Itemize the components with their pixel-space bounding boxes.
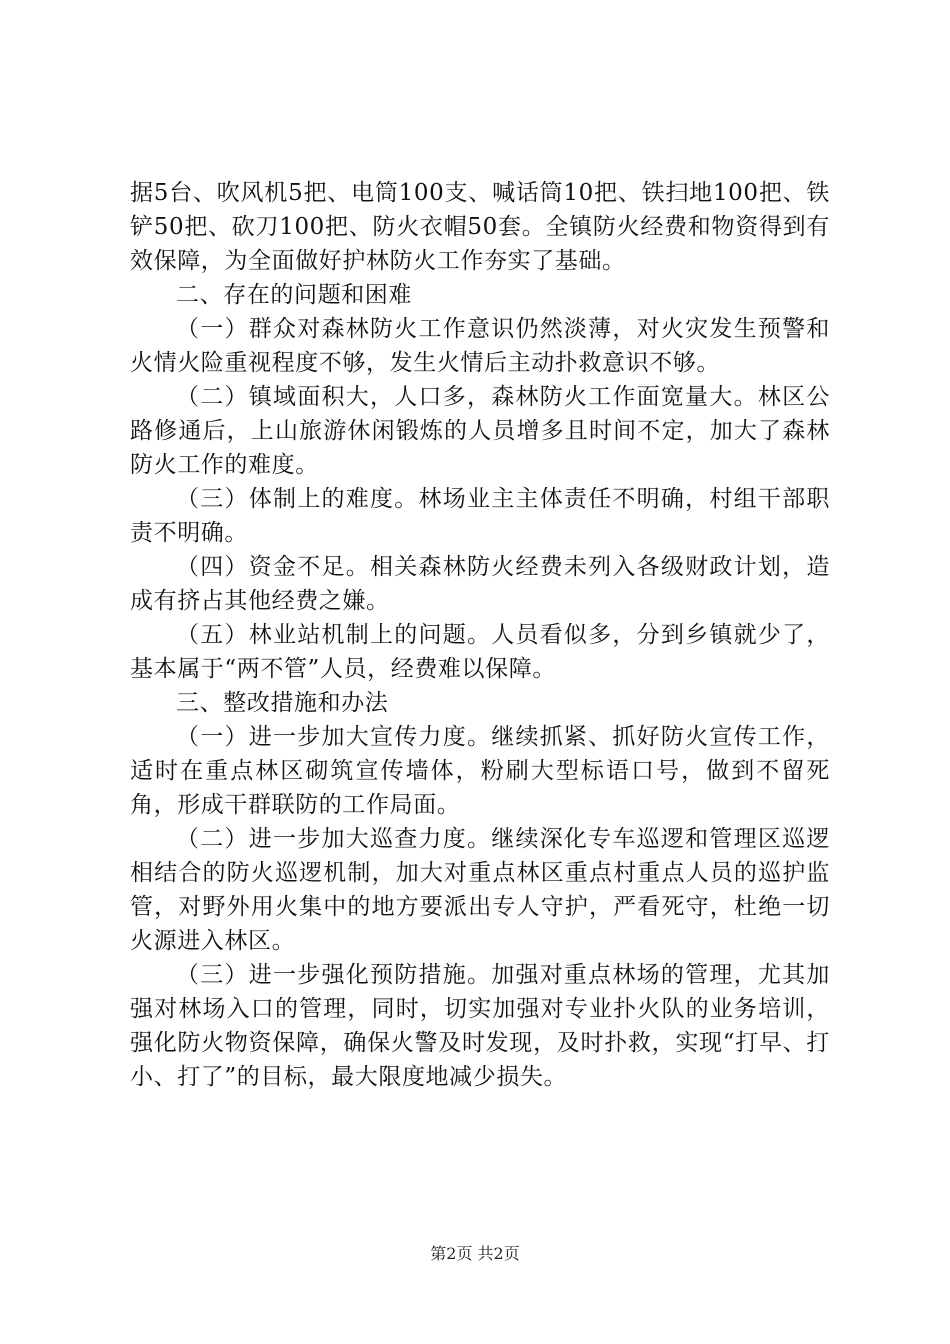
paragraph-problem-3: （三）体制上的难度。林场业主主体责任不明确，村组干部职责不明确。	[130, 486, 830, 546]
paragraph-measure-3: （三）进一步强化预防措施。加强对重点林场的管理，尤其加强对林场入口的管理，同时，切实加强对专业扑火队的业务培训，强化防火物资保障，确保火警及时发现，及时扑救，实现“打早、打小、打了”的目标，最大限度地减少损失。	[130, 962, 830, 1090]
section-heading-problems: 二、存在的问题和困难	[176, 282, 412, 308]
paragraph-measure-2: （二）进一步加大巡查力度。继续深化专车巡逻和管理区巡逻相结合的防火巡逻机制，加大对重点林区重点村重点人员的巡护监管，对野外用火集中的地方要派出专人守护，严看死守，杜绝一切火源进入林区。	[130, 826, 830, 954]
paragraph-problem-1: （一）群众对森林防火工作意识仍然淡薄，对火灾发生预警和火情火险重视程度不够，发生火情后主动扑救意识不够。	[130, 316, 830, 376]
document-body	[130, 176, 830, 1094]
paragraph-continuation: 据5台、吹风机5把、电筒100支、喊话筒10把、铁扫地100把、铁铲50把、砍刀100把、防火衣帽50套。全镇防火经费和物资得到有效保障，为全面做好护林防火工作夯实了基础。	[130, 180, 830, 274]
paragraph-problem-2: （二）镇域面积大，人口多，森林防火工作面宽量大。林区公路修通后，上山旅游休闲锻炼的人员增多且时间不定，加大了森林防火工作的难度。	[130, 384, 830, 478]
paragraph-measure-1: （一）进一步加大宣传力度。继续抓紧、抓好防火宣传工作，适时在重点林区砌筑宣传墙体，粉刷大型标语口号，做到不留死角，形成干群联防的工作局面。	[130, 724, 830, 818]
paragraph-problem-4: （四）资金不足。相关森林防火经费未列入各级财政计划，造成有挤占其他经费之嫌。	[130, 554, 830, 614]
page-number-footer: 第2页 共2页	[430, 1244, 520, 1263]
paragraph-problem-5: （五）林业站机制上的问题。人员看似多，分到乡镇就少了，基本属于“两不管”人员，经费难以保障。	[130, 622, 830, 682]
section-heading-measures: 三、整改措施和办法	[176, 690, 389, 716]
